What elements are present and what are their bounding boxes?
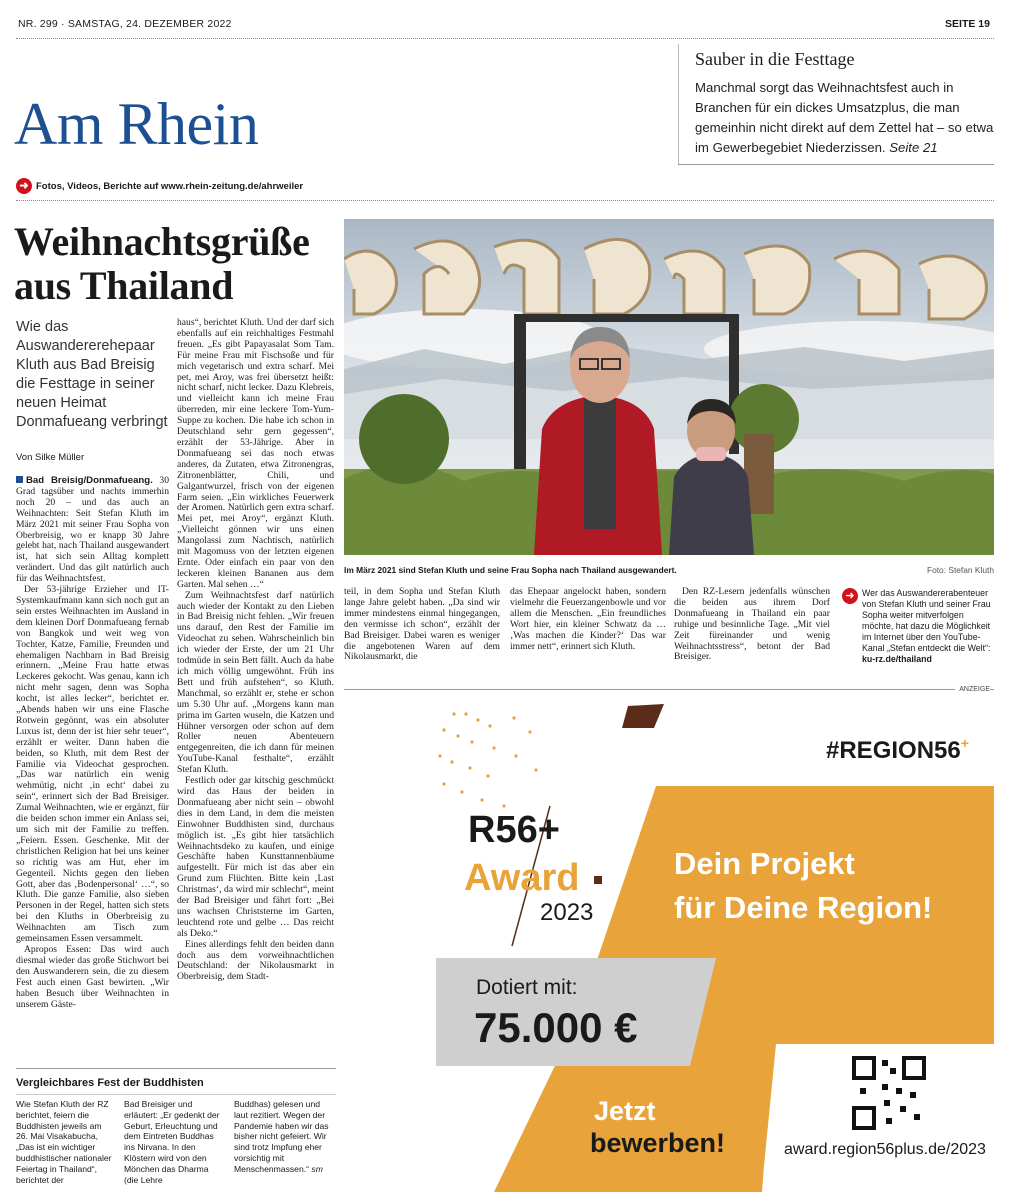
youtube-note-text: Wer das Auswandererabenteuer von Stefan Kluth und seiner Frau Sopha weiter mitverfolgen möchte, hat dazu die Möglichkeit im Internet über den YouTube-Kanal „Stefan entdeckt die Welt“: ku-rz.de/thailand — [862, 588, 991, 664]
dateline: Bad Breisig/Donmafueang. — [26, 476, 153, 486]
teaser-title: Sauber in die Festtage — [695, 49, 855, 69]
web-link-text: Fotos, Videos, Berichte auf www.rhein-zeitung.de/ahrweiler — [36, 180, 304, 192]
teaser-divider — [678, 164, 994, 165]
youtube-link: ku-rz.de/thailand — [862, 654, 932, 664]
photo-credit: Foto: Stefan Kluth — [926, 565, 994, 575]
award-dot — [594, 876, 602, 884]
link-divider — [16, 200, 994, 201]
ad-graphic — [344, 696, 994, 1192]
youtube-note[interactable] — [842, 588, 994, 665]
article-column-3: teil, in dem Sopha und Stefan Kluth lange Jahre gelebt haben. „Da sind wir immer mindestens einmal hingegangen, den vermisse ich schon“, erzählt der Bad Breisiger. Dabei waren es weniger die angebotenen Waren auf dem Nikolausmarkt, die — [344, 587, 500, 663]
dot-pattern — [438, 712, 537, 807]
hashtag: #REGION56+ — [826, 735, 969, 764]
article-column-5: Den RZ-Lesern jedenfalls wünschen die beiden aus ihrem Dorf Donmafueang in Thailand ein paar ruhige und besinnliche Tage. „Mit viel Zeit füreinander und wenig Weihnachtsstress“, betont der Bad Breisiger. — [674, 587, 830, 663]
brown-shape — [622, 704, 664, 728]
byline: Von Silke Müller — [16, 452, 85, 463]
cta-line-2: bewerben! — [590, 1128, 726, 1158]
article-photo — [344, 219, 994, 555]
author-initials: sm — [311, 1163, 323, 1174]
box-column-3: Buddhas) gelesen und laut rezitiert. Wegen der Pandemie haben wir das bisher nicht gefeiert. Wir sind trotz Impfung eher vorsichtig mit Menschenmassen.“ sm — [234, 1099, 329, 1174]
prize-label: Dotiert mit: — [476, 976, 578, 999]
teaser-text: Manchmal sorgt das Weihnachtsfest auch in Branchen für ein dickes Umsatzplus, die man gemeinhin nicht direkt auf dem Zettel hat – so etwa im Gewerbegebiet Niederzissen. Seite 21 — [695, 80, 994, 155]
box-column-2: Bad Breisiger und erläutert: „Er gedenkt der Geburt, Erleuchtung und dem Eintreten Buddhas ins Nirvana. In den Klöstern wird von den Mönchen das Dharma (die Lehre — [124, 1099, 220, 1185]
article-headline: Weihnachtsgrüße aus Thailand — [14, 219, 310, 308]
slogan-line-2: für Deine Region! — [674, 890, 933, 925]
article-subhead: Wie das Auswandererehepaar Kluth aus Bad Breisig die Festtage in seiner neuen Heimat Donmafueang verbringt — [16, 319, 168, 430]
ad-label: ANZEIGE — [955, 686, 990, 693]
section-title: Am Rhein — [14, 91, 259, 157]
photo-caption — [344, 565, 994, 575]
award-logo-word: Award — [464, 857, 580, 899]
article-column-1: Bad Breisig/Donmafueang. 30 Grad tagsüber und nachts immerhin noch 20 – und das auch an Weihnachten: Seit Stefan Kluth im März 2021 mit seiner Frau Sopha von Oberbreisig, wo er knapp 30 Jahre gelebt hat, nach Thailand ausgewandert ist, hat sich sein Alltag komplett verändert. Und das gilt natürlich auch für das Weihnachtsfest. Der 53-jährige Erzieher und IT-Systemkaufmann kann sich noch gut an sein erstes Weihnachten im Ausland in dem kleinen Dorf Donmafueang fernab von Bangkok und weit weg von Tochter, Katze, Familie, Freunden und ehemaligen Nachbarn in Bad Breisig erinnern. „Meine Frau hatte etwas Leckeres gekocht. Was genau, kann ich nicht mehr sagen, denn was Sopha kocht, ist alles lecker“, berichtet er. „Abends haben wir uns eine Flasche Rotwein gegönnt, was ein absoluter Luxus ist, denn der ist hier sehr teuer“, erzählt er weiter. Dann haben die beiden, so Kluth, mit dem Rest der Familie via Videochat gesprochen. „Das war natürlich ein wenig wehmütig, nicht ‚in echt‘ dabei zu sein“, erinnert sich der Bad Breisiger. Zumal Weihnachten, wie er ergänzt, für die beiden schon immer ein Anlass sei, um sich mit der Familie zu treffen. „Feiern. Essen. Geschenke. Mit der christlichen Religion hat bei uns keiner so richtig was am Hut, eher im Gegenteil. Nichts gegen den lieben Gott, aber das ‚Bodenpersonal‘ …“, so Kluth. Die ganze Familie, also sieben Personen in der Regel, hatten sich stets bei den Kluths in Oberbreisig zu Weihnachten am Tisch zum gemeinsamen Essen versammelt. Apropos Essen: Das wird auch diesmal wieder das große Stichwort bei den Auswanderern sein, die zu diesem Fest auch einen Gast bewirten. „Wir haben Besuch über Weihnachten in unserem Gäste- — [16, 476, 169, 1010]
award-logo-r56: R56+ — [468, 809, 560, 851]
web-link[interactable] — [16, 178, 303, 194]
cta-line-1: Jetzt — [594, 1096, 656, 1126]
box-title-divider — [16, 1094, 336, 1095]
box-column-1: Wie Stefan Kluth der RZ berichtet, feiern die Buddhisten jeweils am 26. Mai Visakabucha, „Das ist ein wichtiger buddhistischer nationaler Feiertag in Thailand“, berichtet der — [16, 1099, 112, 1185]
arrow-right-icon: ➜ — [16, 178, 32, 194]
award-url: award.region56plus.de/2023 — [784, 1141, 986, 1158]
page-number: SEITE 19 — [945, 18, 990, 30]
qr-code-icon — [852, 1056, 926, 1130]
article-column-4: das Ehepaar angelockt haben, sondern vielmehr die Feuerzangenbowle und vor allem die Menschen. „Ein freundliches Wort hier, ein kleiner Schwatz da … ‚Was machen die Kinder?‘ Das war immer nett“, erinnert sich Kluth. — [510, 587, 666, 652]
teaser-page-ref: Seite 21 — [889, 140, 938, 155]
article-column-2: haus“, berichtet Kluth. Und der darf sich ebenfalls auf ein reichhaltiges Festmahl freuen. „Es gibt Papayasalat Som Tam. Für meine Frau mit Fischsoße und für mich vegetarisch und extra scharf. Mei pet, mei Aroy, was frei übersetzt heißt: nicht scharf, nicht lecker. Dazu Klebreis, und vielleicht kann ich meine Frau überreden, mir eine leckere Tom-Yum-Suppe zu kochen. Die habe ich schon in Deutschland sehr gern gegessen“, erzählt der 53-Jährige. Aber in Donmafueang sei das noch etwas anderes, da Zutaten, etwa Zitronengras, Zitronenblätter, Chili, und Galgantwurzel, frisch von der eigenen Farm seien. „Ein wirkliches Feuerwerk der Aromen. Natürlich gern extra scharf. Mei pet, mei Aroy“, ergänzt Kluth. „Vielleicht gönnen wir uns einen Mangolassi zum Nachtisch, natürlich mit Magomuss von der letzten eigenen Ernte. Oder einfach ein paar von den leckeren kleinen Bananen aus dem Garten. Mal sehen …“ Zum Weihnachtsfest darf natürlich auch wieder der Kontakt zu den Lieben in Bad Breisig nicht fehlen. „Wir freuen uns darauf, den Rest der Familie im Videochat zu sehen. Wahrscheinlich bin ich wieder der Erste, der um 21 Uhr todmüde in sein Bett fällt. Auch da habe ich mich völlig umgewöhnt. Früh ins Bett und früh aufstehen“, so Kluth. Manchmal, so erzählt er, stehe er schon um 5.30 Uhr auf. „Morgens kann man prima im Garten wuseln, die Katzen und Hühner versorgen oder schon auf dem Roller neuen Abenteuern entgegenreiten, die ich dann für meinen YouTube-Kanal festhalte“, erzählt Stefan Kluth. Festlich oder gar kitschig geschmückt wird das Haus der beiden in Donmafueang aber nicht sein – obwohl dies in dem Land, in dem die meisten Einwohner Buddhisten sind, durchaus möglich ist. „Es gibt hier tatsächlich Weihnachtsdeko zu kaufen, und einige Geschäfte haben Kunsttannenbäume aufgestellt. Für mich ist das aber ein Grund zum Flüchten. Bitte kein ‚Last Christmas‘, da wird mir schlecht“, meint der Bad Breisiger und fährt fort: „Bei uns wachsen Christsterne im Garten, leuchtend rote und gelbe … Das reicht als Deko.“ Eines allerdings fehlt den beiden dann doch aus dem vorweihnachtlichen Deutschland: der Nikolausmarkt in Oberbreisig, dem Stadt- — [177, 318, 334, 983]
region56-award-ad[interactable] — [344, 696, 994, 1192]
issue-date: NR. 299 · SAMSTAG, 24. DEZEMBER 2022 — [18, 18, 232, 30]
dateline-square-icon — [16, 476, 23, 483]
caption-text: Im März 2021 sind Stefan Kluth und seine Frau Sopha nach Thailand ausgewandert. — [344, 565, 677, 575]
box-title: Vergleichbares Fest der Buddhisten — [16, 1077, 204, 1089]
ad-divider — [344, 689, 994, 690]
prize-value: 75.000 € — [474, 1004, 638, 1051]
box-divider — [16, 1068, 336, 1069]
header-divider — [16, 38, 994, 39]
arrow-right-icon: ➜ — [842, 588, 858, 604]
slogan-line-1: Dein Projekt — [674, 846, 855, 881]
photo-couple-in-thailand — [344, 219, 994, 555]
teaser-box[interactable] — [678, 44, 994, 164]
award-year: 2023 — [540, 899, 594, 926]
